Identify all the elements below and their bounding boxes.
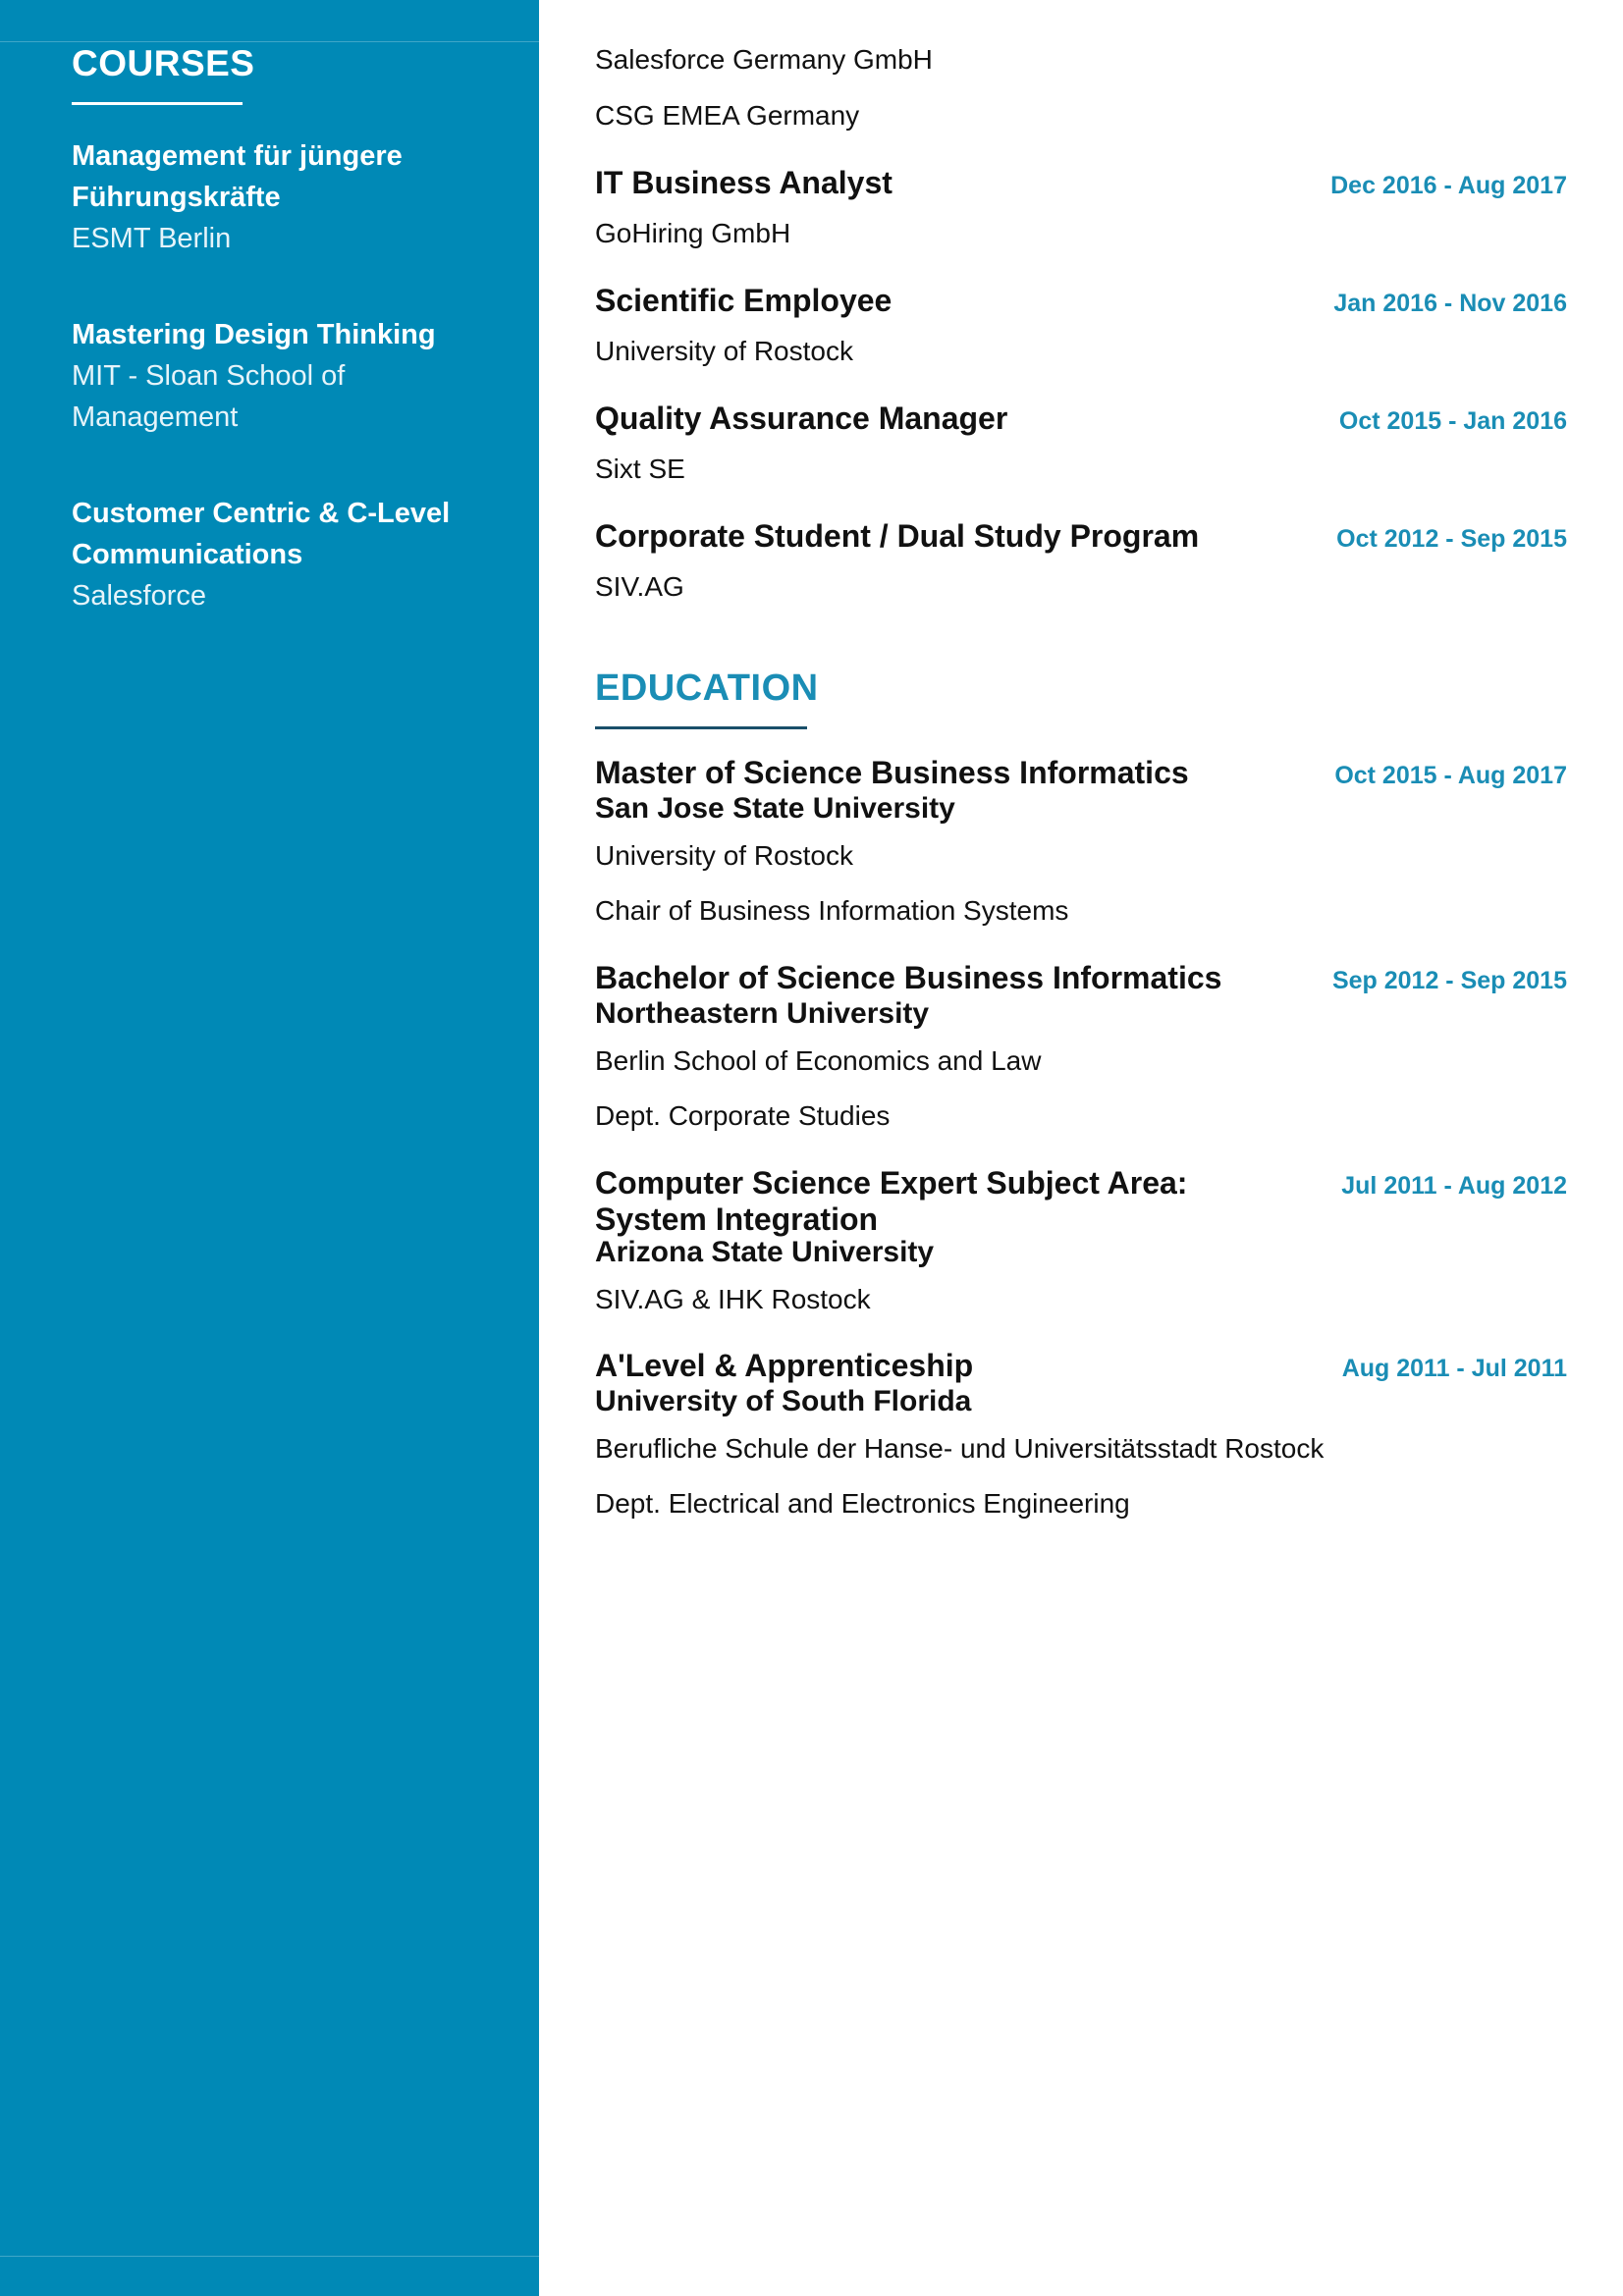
sidebar (0, 0, 539, 2296)
education-degree: A'Level & Apprenticeship (595, 1348, 974, 1383)
courses-heading-underline (72, 102, 243, 105)
education-degree: Computer Science Expert Subject Area: (595, 1165, 1188, 1201)
education-line: Dept. Electrical and Electronics Engineering (595, 1488, 1130, 1519)
education-degree: Master of Science Business Informatics (595, 755, 1189, 790)
job-company: SIV.AG (595, 571, 684, 602)
job-dates: Dec 2016 - Aug 2017 (1330, 172, 1567, 199)
education-school: Arizona State University (595, 1236, 935, 1268)
sidebar-top-divider (0, 41, 539, 42)
job-title: Corporate Student / Dual Study Program (595, 518, 1200, 554)
course-title: Mastering Design Thinking (72, 319, 436, 350)
job-title: IT Business Analyst (595, 165, 893, 200)
education-school: San Jose State University (595, 792, 955, 825)
education-line: Dept. Corporate Studies (595, 1100, 891, 1131)
education-dates: Sep 2012 - Sep 2015 (1331, 967, 1567, 994)
education-school: Northeastern University (595, 997, 930, 1030)
education-heading-underline (595, 726, 807, 729)
education-line: University of Rostock (595, 840, 853, 871)
education-school: University of South Florida (595, 1385, 972, 1417)
experience-line: CSG EMEA Germany (595, 100, 860, 131)
job-company: Sixt SE (595, 454, 685, 484)
education-line: Berufliche Schule der Hanse- und Universitätsstadt Rostock (595, 1433, 1325, 1464)
job-title: Scientific Employee (595, 283, 893, 318)
job-dates: Oct 2012 - Sep 2015 (1336, 525, 1567, 553)
sidebar-bottom-divider (0, 2256, 539, 2257)
job-company: GoHiring GmbH (595, 218, 791, 248)
experience-line: Salesforce Germany GmbH (595, 44, 933, 75)
job-dates: Oct 2015 - Jan 2016 (1338, 407, 1567, 435)
courses-heading: COURSES (72, 43, 255, 83)
education-heading: EDUCATION (595, 667, 819, 709)
job-company: University of Rostock (595, 336, 853, 366)
job-dates: Jan 2016 - Nov 2016 (1333, 290, 1567, 317)
job-title: Quality Assurance Manager (595, 400, 1008, 436)
course-item (72, 493, 504, 616)
education-degree-continued: System Integration (595, 1201, 879, 1237)
course-item (72, 135, 504, 259)
education-dates: Aug 2011 - Jul 2011 (1341, 1355, 1567, 1382)
education-line: Berlin School of Economics and Law (595, 1045, 1042, 1076)
education-line: Chair of Business Information Systems (595, 895, 1069, 926)
course-institution: Salesforce (72, 580, 207, 612)
course-institution: ESMT Berlin (72, 223, 232, 254)
course-item (72, 314, 504, 438)
course-title: Customer Centric & C-Level Communications (72, 498, 451, 570)
course-institution: MIT - Sloan School of Management (72, 360, 346, 433)
education-dates: Oct 2015 - Aug 2017 (1334, 762, 1567, 789)
education-dates: Jul 2011 - Aug 2012 (1341, 1172, 1567, 1200)
education-degree: Bachelor of Science Business Informatics (595, 960, 1222, 995)
course-title: Management für jüngere Führungskräfte (72, 140, 403, 213)
education-line: SIV.AG & IHK Rostock (595, 1284, 871, 1314)
